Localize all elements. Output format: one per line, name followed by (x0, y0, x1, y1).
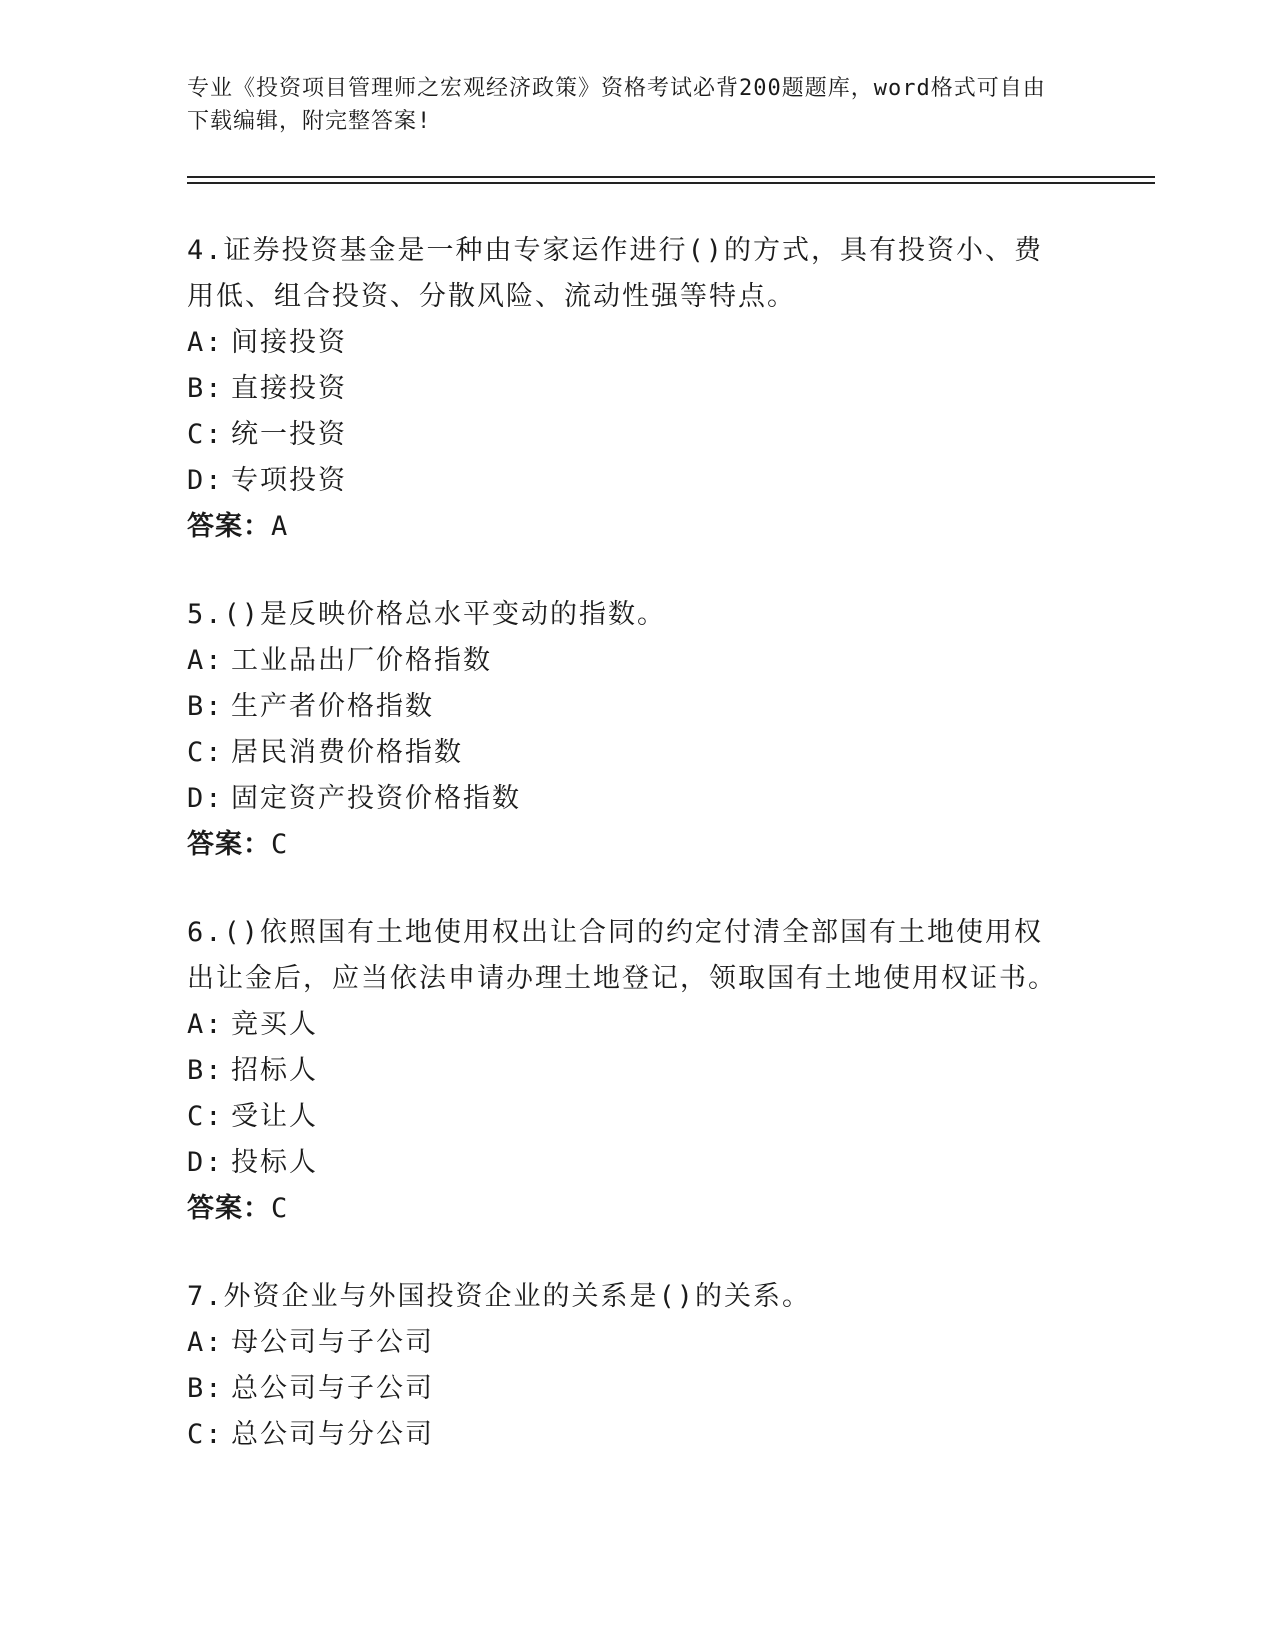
answer-line (187, 1186, 1067, 1232)
option-text: 专项投资 (231, 465, 347, 496)
option-c (187, 730, 1067, 776)
option-text: 投标人 (231, 1147, 318, 1178)
option-d (187, 1140, 1067, 1186)
question-5 (187, 592, 1067, 868)
option-b (187, 684, 1067, 730)
option-text: 固定资产投资价格指数 (231, 783, 521, 814)
answer-value: C (271, 1193, 289, 1224)
option-text: 生产者价格指数 (231, 691, 434, 722)
option-label: B: (187, 1055, 224, 1086)
answer-label: 答案： (187, 511, 271, 542)
header-divider-top (187, 176, 1155, 178)
option-d (187, 458, 1067, 504)
option-text: 统一投资 (231, 419, 347, 450)
option-text: 总公司与子公司 (231, 1373, 434, 1404)
answer-line (187, 504, 1067, 550)
option-c (187, 1412, 1067, 1458)
option-a (187, 1320, 1067, 1366)
option-a (187, 1002, 1067, 1048)
header-divider-bottom (187, 182, 1155, 184)
option-label: C: (187, 737, 224, 768)
option-label: A: (187, 1009, 224, 1040)
option-label: A: (187, 645, 224, 676)
answer-label: 答案： (187, 1193, 271, 1224)
question-6 (187, 910, 1067, 1232)
option-d (187, 776, 1067, 822)
option-text: 工业品出厂价格指数 (231, 645, 492, 676)
option-label: C: (187, 1101, 224, 1132)
option-b (187, 1366, 1067, 1412)
option-label: D: (187, 1147, 224, 1178)
question-stem: 5.()是反映价格总水平变动的指数。 (187, 599, 667, 630)
option-text: 居民消费价格指数 (231, 737, 463, 768)
option-text: 间接投资 (231, 327, 347, 358)
document-title: 专业《投资项目管理师之宏观经济政策》资格考试必背200题题库，word格式可自由下载编辑，附完整答案! (187, 76, 1046, 134)
option-label: D: (187, 783, 224, 814)
question-stem: 7.外资企业与外国投资企业的关系是()的关系。 (187, 1281, 812, 1312)
option-text: 竞买人 (231, 1009, 318, 1040)
answer-value: A (271, 511, 289, 542)
option-c (187, 412, 1067, 458)
option-label: A: (187, 1327, 224, 1358)
option-label: C: (187, 419, 224, 450)
option-a (187, 638, 1067, 684)
option-text: 直接投资 (231, 373, 347, 404)
question-4 (187, 228, 1067, 550)
answer-value: C (271, 829, 289, 860)
option-label: A: (187, 327, 224, 358)
question-stem: 4.证券投资基金是一种由专家运作进行()的方式，具有投资小、费用低、组合投资、分散风险、流动性强等特点。 (187, 235, 1044, 312)
option-label: B: (187, 1373, 224, 1404)
option-c (187, 1094, 1067, 1140)
option-label: C: (187, 1419, 224, 1450)
option-b (187, 1048, 1067, 1094)
option-text: 受让人 (231, 1101, 318, 1132)
option-a (187, 320, 1067, 366)
option-label: B: (187, 373, 224, 404)
question-stem: 6.()依照国有土地使用权出让合同的约定付清全部国有土地使用权出让金后，应当依法申请办理土地登记，领取国有土地使用权证书。 (187, 917, 1057, 994)
option-text: 母公司与子公司 (231, 1327, 434, 1358)
option-label: D: (187, 465, 224, 496)
question-7 (187, 1274, 1067, 1458)
option-text: 总公司与分公司 (231, 1419, 434, 1450)
answer-label: 答案： (187, 829, 271, 860)
option-label: B: (187, 691, 224, 722)
option-text: 招标人 (231, 1055, 318, 1086)
option-b (187, 366, 1067, 412)
answer-line (187, 822, 1067, 868)
